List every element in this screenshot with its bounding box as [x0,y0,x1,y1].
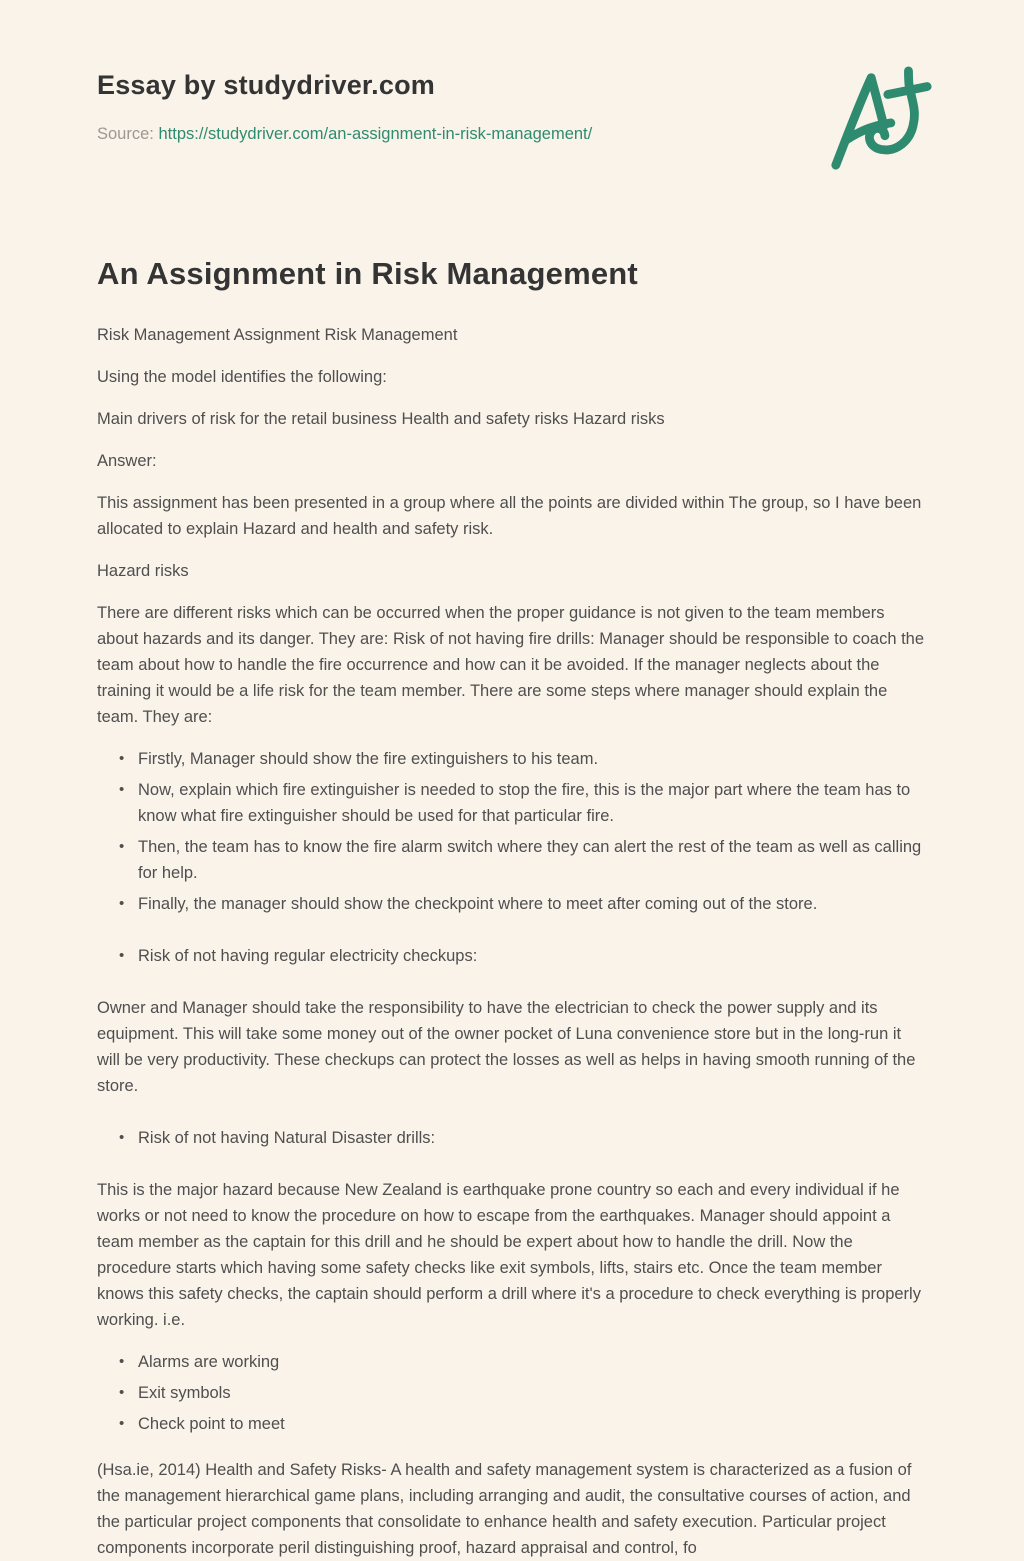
paragraph-intro1: Using the model identifies the following: [97,368,387,386]
paragraph-closing: (Hsa.ie, 2014) Health and Safety Risks- A health and safety management system is characterized as a fusion of the management hierarchical game plans, including arranging and audit, the consultative courses of action, and the particular project components that consolidate to enhance health and safety execution. Particular project components incorporate peril distinguishing proof, hazard appraisal and control, fo [97,1461,912,1557]
source-label: Source: [97,125,154,143]
bullet-item: • Firstly, Manager should show the fire extinguishers to his team. [138,746,927,772]
fire-steps-list [97,746,927,917]
bullet-item: • Exit symbols [138,1380,927,1406]
article-subtitle: Risk Management Assignment Risk Management [97,326,458,344]
paragraph-intro2: Main drivers of risk for the retail business Health and safety risks Hazard risks [97,410,665,428]
bullet-item: • Check point to meet [138,1411,927,1437]
paragraph-answer-label: Answer: [97,452,157,470]
bullet-item: • Now, explain which fire extinguisher is needed to stop the fire, this is the major part where the team has to know what fire extinguisher should be used for that particular fire. [138,777,927,829]
bullet-item: • Finally, the manager should show the checkpoint where to meet after coming out of the store. [138,891,927,917]
paragraph-answer: This assignment has been presented in a group where all the points are divided within The group, so I have been allocated to explain Hazard and health and safety risk. [97,494,922,538]
paragraph-hazard-intro: There are different risks which can be occurred when the proper guidance is not given to the team members about hazards and its danger. They are: Risk of not having fire drills: Manager should be responsible to coach the team about how to handle the fire occurrence and how can it be avoided. If the manager neglects about the training it would be a life risk for the team member. There are some steps where manager should explain the team. They are: [97,604,925,726]
article-title: An Assignment in Risk Management [97,256,638,291]
paragraph-disaster: This is the major hazard because New Zealand is earthquake prone country so each and every individual if he works or not need to know the procedure on how to escape from the earthquakes. Manager should appoint a team member as the captain for this drill and he should be expert about how to handle the drill. Now the procedure starts which having some safety checks like exit symbols, lifts, stairs etc. Once the team member knows this safety checks, the captain should perform a drill where it's a procedure to check everything is properly working. i.e. [97,1181,921,1329]
bullet-item: • Alarms are working [138,1349,927,1375]
page-title: Essay by studydriver.com [97,70,435,100]
a-plus-logo-icon [826,64,934,174]
source-link[interactable]: https://studydriver.com/an-assignment-in-risk-management/ [158,125,593,143]
paragraph-hazard-heading: Hazard risks [97,562,189,580]
paragraph-electricity: Owner and Manager should take the responsibility to have the electrician to check the power supply and its equipment. This will take some money out of the owner pocket of Luna convenience store but in the long-run it will be very productivity. These checkups can protect the losses as well as helps in having smooth running of the store. [97,999,916,1095]
bullet-item: • Then, the team has to know the fire alarm switch where they can alert the rest of the team as well as calling for help. [138,834,927,886]
source-line [97,125,927,144]
bullet-item: • Risk of not having Natural Disaster drills: [138,1125,927,1151]
drill-checks-list [97,1349,927,1437]
disaster-bullet-list [97,1125,927,1151]
bullet-item: • Risk of not having regular electricity checkups: [138,943,927,969]
electricity-bullet-list [97,943,927,969]
